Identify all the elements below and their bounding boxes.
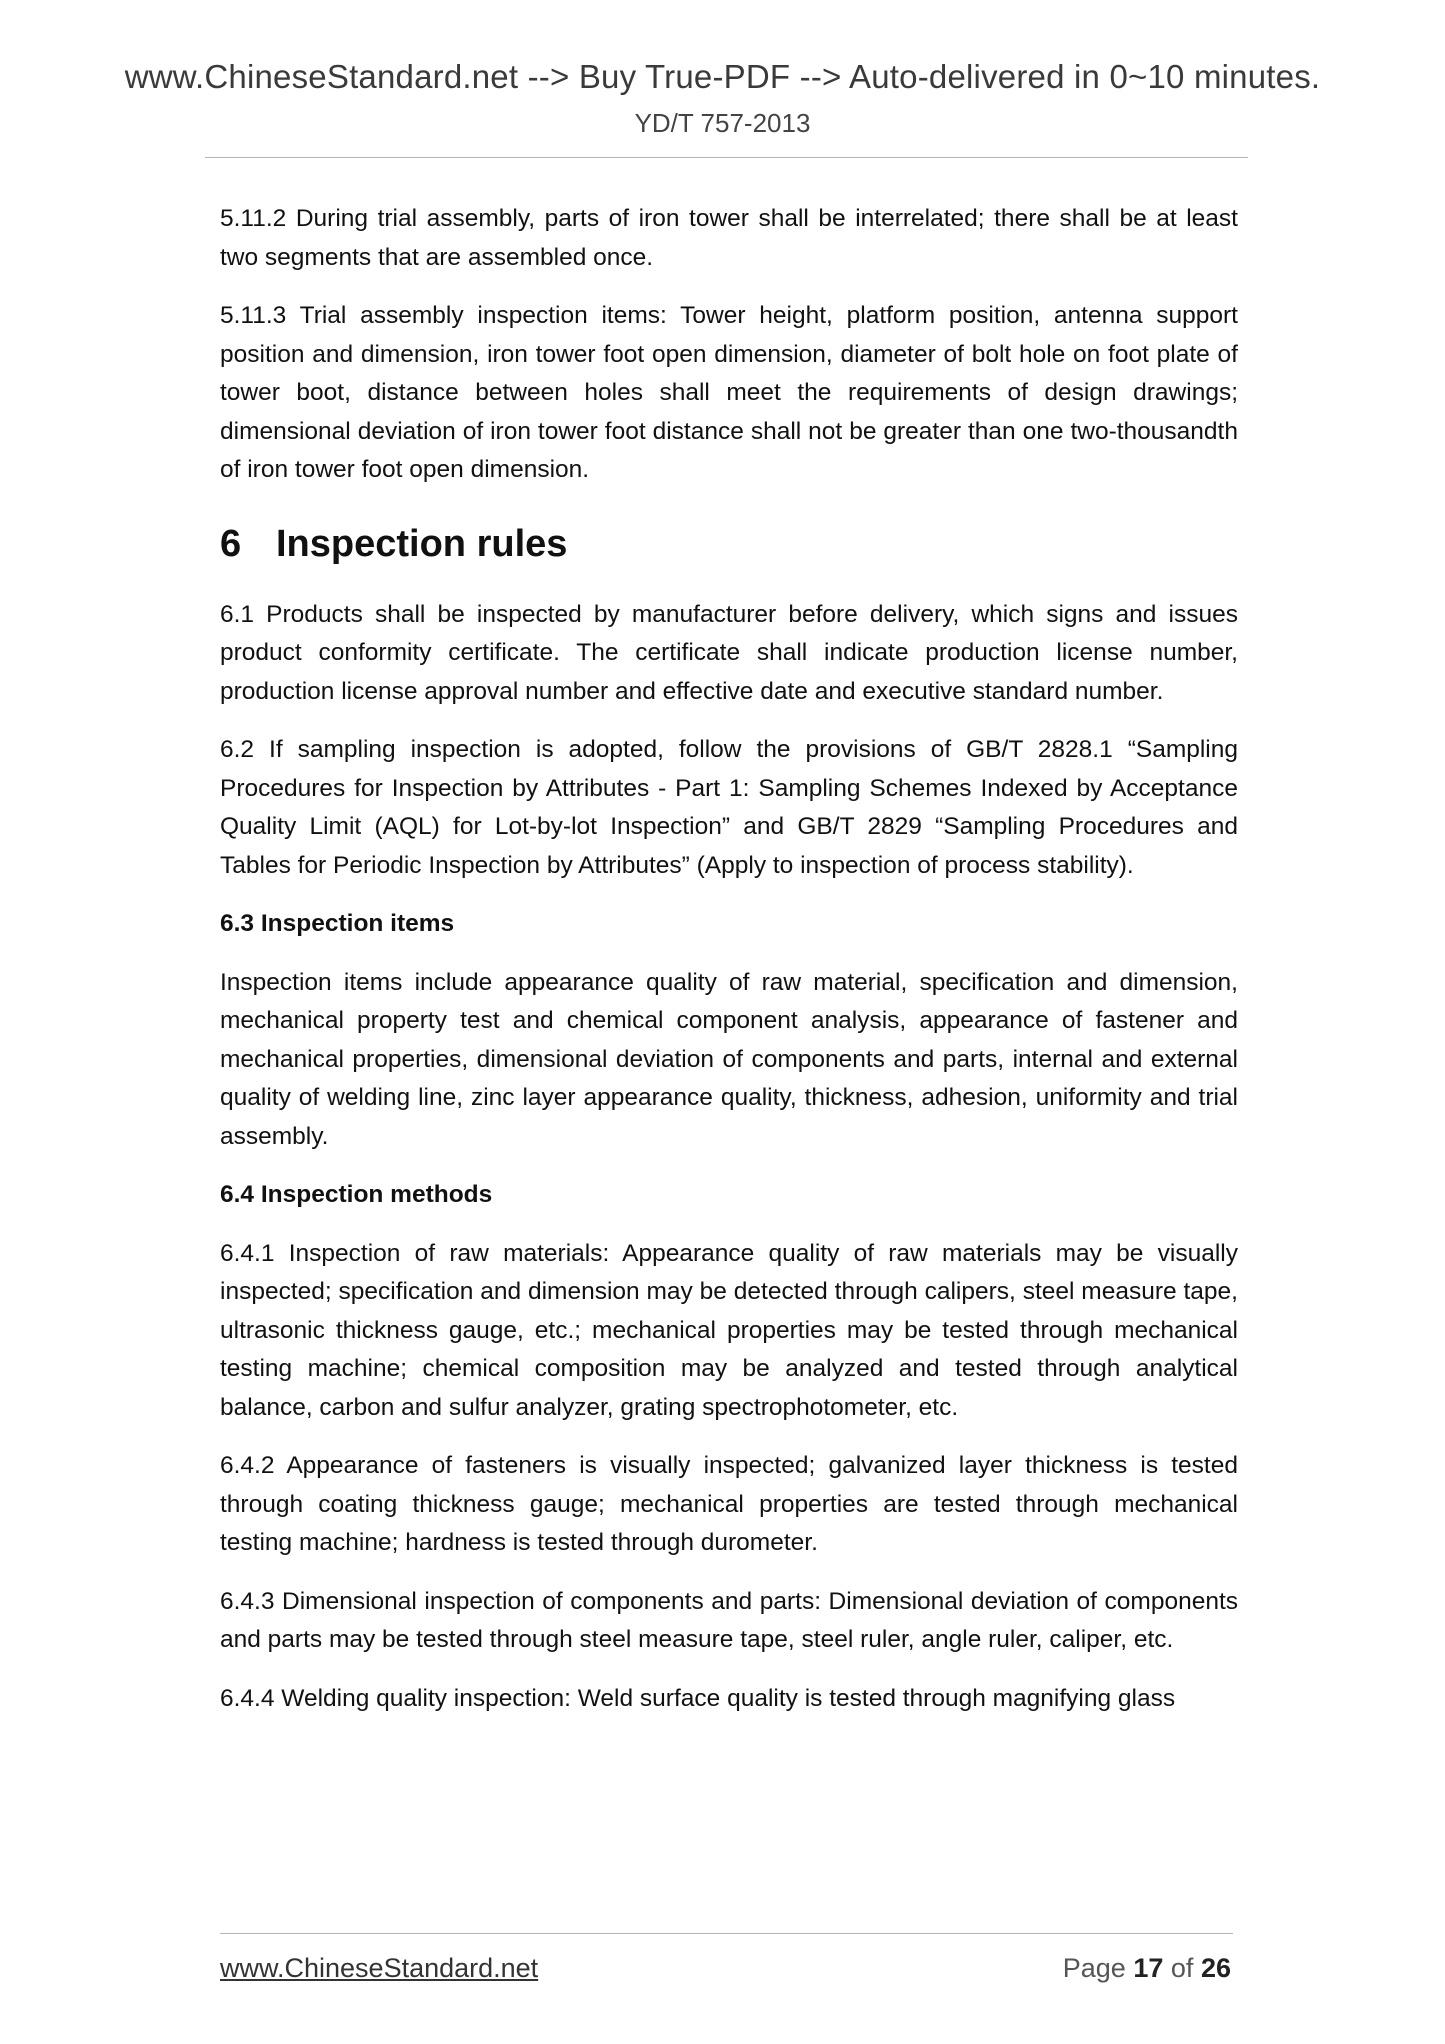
section-number: 6	[220, 522, 242, 565]
header-divider	[205, 157, 1248, 158]
page-total: 26	[1200, 1953, 1231, 1983]
clause-6-4-3: 6.4.3 Dimensional inspection of components and parts: Dimensional deviation of components and parts may be tested through steel measure tape, steel ruler, angle ruler, caliper, etc.	[220, 1587, 1238, 1653]
document-id: YD/T 757-2013	[634, 108, 811, 138]
clause-6-4-4: 6.4.4 Welding quality inspection: Weld surface quality is tested through magnifying glass	[220, 1684, 1176, 1712]
footer-site-link[interactable]: www.ChineseStandard.net	[220, 1953, 539, 1983]
clause-5-11-3: 5.11.3 Trial assembly inspection items: Tower height, platform position, antenna support position and dimension, iron tower foot open dimension, diameter of bolt hole on foot plate of tower boot, distance between holes shall meet the requirements of design drawings; dimensional deviation of iron tower foot distance shall not be greater than one two-thousandth of iron tower foot open dimension.	[220, 302, 1238, 483]
subheading-6-3: 6.3 Inspection items	[220, 910, 455, 937]
site-banner: www.ChineseStandard.net --> Buy True-PDF --> Auto-delivered in 0~10 minutes.	[124, 58, 1321, 95]
section-heading	[220, 522, 1238, 566]
subheading-6-4: 6.4 Inspection methods	[220, 1181, 493, 1208]
page-of: of	[1170, 1953, 1194, 1983]
footer-divider	[220, 1933, 1233, 1934]
page-content	[220, 200, 1238, 1718]
page-indicator	[1063, 1953, 1231, 1984]
page-word: Page	[1062, 1953, 1126, 1983]
clause-5-11-2: 5.11.2 During trial assembly, parts of iron tower shall be interrelated; there shall be at least two segments that are assembled once.	[220, 205, 1238, 271]
page-current: 17	[1133, 1953, 1164, 1983]
section-title: Inspection rules	[276, 522, 568, 565]
clause-6-4-1: 6.4.1 Inspection of raw materials: Appearance quality of raw materials may be visually inspected; specification and dimension may be detected through calipers, steel measure tape, ultrasonic thickness gauge, etc.; mechanical properties may be tested through mechanical testing machine; chemical composition may be analyzed and tested through analytical balance, carbon and sulfur analyzer, grating spectrophotometer, etc.	[220, 1239, 1238, 1421]
clause-6-4-2: 6.4.2 Appearance of fasteners is visually inspected; galvanized layer thickness is tested through coating thickness gauge; mechanical properties are tested through mechanical testing machine; hardness is tested through durometer.	[220, 1452, 1238, 1556]
clause-6-3-text: Inspection items include appearance quality of raw material, specification and dimension, mechanical property test and chemical component analysis, appearance of fastener and mechanical properties, dimensional deviation of components and parts, internal and external quality of welding line, zinc layer appearance quality, thickness, adhesion, uniformity and trial assembly.	[220, 968, 1238, 1150]
clause-6-2: 6.2 If sampling inspection is adopted, follow the provisions of GB/T 2828.1 “Sampling Procedures for Inspection by Attributes - Part 1: Sampling Schemes Indexed by Acceptance Quality Limit (AQL) for Lot-by-lot Inspection” and GB/T 2829 “Sampling Procedures and Tables for Periodic Inspection by Attributes” (Apply to inspection of process stability).	[220, 736, 1238, 879]
clause-6-1: 6.1 Products shall be inspected by manufacturer before delivery, which signs and issues product conformity certificate. The certificate shall indicate production license number, production license approval number and effective date and executive standard number.	[220, 600, 1238, 705]
